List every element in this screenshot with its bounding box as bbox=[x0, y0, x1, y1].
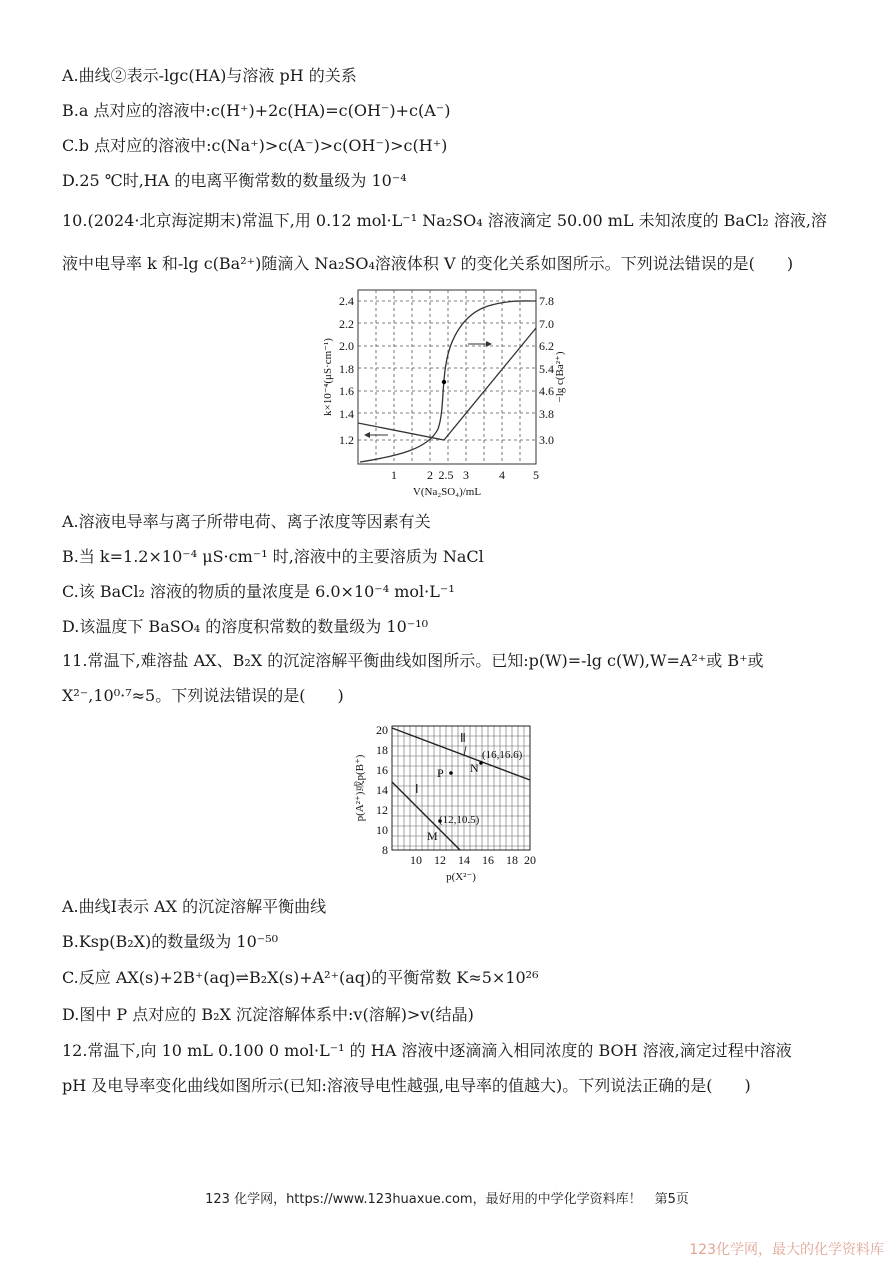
q10-equivalence-point bbox=[442, 380, 446, 384]
q10-right-axis-label: −lg c(Ba²⁺) bbox=[554, 351, 566, 403]
page-footer: 123 化学网，https://www.123huaxue.com，最好用的中学化学资料库！ 第5页 bbox=[205, 1192, 689, 1207]
q11-x-tick: 18 bbox=[506, 853, 518, 867]
q10-stem-line2: 液中电导率 k 和-lg c(Ba²⁺)随滴入 Na₂SO₄溶液体积 V 的变化关系如图所示。下列说法错误的是( ) bbox=[62, 254, 794, 273]
q11-point-label: M bbox=[427, 829, 438, 843]
site-watermark: 123化学网，最大的化学资料库 bbox=[689, 1242, 884, 1258]
q10-left-tick: 2.4 bbox=[339, 294, 354, 308]
q10-x-axis-label: V(Na₂SO₄)/mL bbox=[412, 486, 482, 498]
q10-left-tick: 1.2 bbox=[339, 433, 354, 447]
q10-left-tick: 1.4 bbox=[339, 407, 354, 421]
q11-y-tick: 12 bbox=[376, 803, 388, 817]
q11-stem-line1: 11.常温下,难溶盐 AX、B₂X 的沉淀溶解平衡曲线如图所示。已知:p(W)=-lg c(W),W=A²⁺或 B⁺或 bbox=[62, 651, 764, 670]
q11-point-p bbox=[449, 771, 453, 775]
q9-option-d: D.25 ℃时,HA 的电离平衡常数的数量级为 10⁻⁴ bbox=[62, 171, 407, 190]
q10-right-tick: 3.8 bbox=[539, 407, 554, 421]
q10-right-tick: 6.2 bbox=[539, 339, 554, 353]
q10-plot-frame bbox=[358, 290, 536, 464]
q11-y-tick: 18 bbox=[376, 743, 388, 757]
q10-right-tick: 3.0 bbox=[539, 433, 554, 447]
q10-x-tick: 1 bbox=[391, 468, 397, 482]
q11-y-tick: 20 bbox=[376, 723, 388, 737]
q10-stem-line1: 10.(2024·北京海淀期末)常温下,用 0.12 mol·L⁻¹ Na₂SO₄ 溶液滴定 50.00 mL 未知浓度的 BaCl₂ 溶液,溶 bbox=[62, 211, 827, 230]
q10-right-tick: 7.0 bbox=[539, 317, 554, 331]
q10-option-b: B.当 k=1.2×10⁻⁴ μS·cm⁻¹ 时,溶液中的主要溶质为 NaCl bbox=[62, 547, 484, 566]
q10-conductivity-curve bbox=[358, 328, 536, 440]
q10-right-tick: 5.4 bbox=[539, 362, 554, 376]
q11-y-axis-label: p(A²⁺)或p(B⁺) bbox=[354, 754, 366, 822]
q11-stem-line2: X²⁻,10⁰·⁷≈5。下列说法错误的是( ) bbox=[62, 686, 344, 705]
q11-y-tick: 14 bbox=[376, 783, 388, 797]
q11-option-c: C.反应 AX(s)+2B⁺(aq)⇌B₂X(s)+A²⁺(aq)的平衡常数 K≈5×10²⁶ bbox=[62, 968, 539, 987]
q11-option-b: B.Ksp(B₂X)的数量级为 10⁻⁵⁰ bbox=[62, 932, 279, 951]
q12-stem-line2: pH 及电导率变化曲线如图所示(已知:溶液导电性越强,电导率的值越大)。下列说法正确的是( ) bbox=[62, 1076, 751, 1095]
q10-left-tick: 2.0 bbox=[339, 339, 354, 353]
q11-x-tick: 16 bbox=[482, 853, 494, 867]
q11-x-axis-label: p(X²⁻) bbox=[446, 871, 476, 883]
q9-option-c: C.b 点对应的溶液中:c(Na⁺)>c(A⁻)>c(OH⁻)>c(H⁺) bbox=[62, 136, 448, 155]
q12-stem-line1: 12.常温下,向 10 mL 0.100 0 mol·L⁻¹ 的 HA 溶液中逐滴滴入相同浓度的 BOH 溶液,滴定过程中溶液 bbox=[62, 1041, 792, 1060]
q11-x-tick: 20 bbox=[524, 853, 536, 867]
q10-left-tick: 2.2 bbox=[339, 317, 354, 331]
q10-option-a: A.溶液电导率与离子所带电荷、离子浓度等因素有关 bbox=[62, 512, 431, 531]
q11-option-d: D.图中 P 点对应的 B₂X 沉淀溶解体系中:v(溶解)>v(结晶) bbox=[62, 1005, 474, 1024]
q11-point-label: N bbox=[470, 761, 479, 775]
q10-right-tick: 4.6 bbox=[539, 384, 554, 398]
q10-left-tick: 1.8 bbox=[339, 362, 354, 376]
q10-right-tick: 7.8 bbox=[539, 294, 554, 308]
q11-annotation: (16,16.6) bbox=[482, 749, 523, 761]
q11-x-tick: 14 bbox=[458, 853, 470, 867]
q10-x-tick: 2 bbox=[427, 468, 433, 482]
q10-left-tick: 1.6 bbox=[339, 384, 354, 398]
q11-point-label: P bbox=[437, 766, 444, 780]
q10-x-tick: 2.5 bbox=[438, 468, 454, 482]
q11-annotation: (12,10.5) bbox=[439, 814, 480, 826]
q11-figure bbox=[352, 718, 548, 886]
q11-option-a: A.曲线Ⅰ表示 AX 的沉淀溶解平衡曲线 bbox=[62, 897, 327, 916]
q11-curve-label: Ⅱ bbox=[460, 731, 466, 745]
q11-y-tick: 16 bbox=[376, 763, 388, 777]
q11-y-tick: 10 bbox=[376, 823, 388, 837]
q11-curve-label: Ⅰ bbox=[415, 782, 419, 796]
q10-option-c: C.该 BaCl₂ 溶液的物质的量浓度是 6.0×10⁻⁴ mol·L⁻¹ bbox=[62, 582, 455, 601]
q10-x-tick: 3 bbox=[463, 468, 469, 482]
q10-option-d: D.该温度下 BaSO₄ 的溶度积常数的数量级为 10⁻¹⁰ bbox=[62, 617, 429, 636]
q10-figure bbox=[318, 284, 568, 500]
q11-x-tick: 12 bbox=[434, 853, 446, 867]
q11-y-tick: 8 bbox=[382, 843, 388, 857]
q10-x-tick: 5 bbox=[533, 468, 539, 482]
q9-option-b: B.a 点对应的溶液中:c(H⁺)+2c(HA)=c(OH⁻)+c(A⁻) bbox=[62, 101, 451, 120]
q11-point-n bbox=[479, 761, 483, 765]
q11-x-tick: 10 bbox=[410, 853, 422, 867]
q9-option-a: A.曲线②表示-lgc(HA)与溶液 pH 的关系 bbox=[62, 66, 357, 85]
q10-x-tick: 4 bbox=[499, 468, 505, 482]
q10-left-axis-label: k×10⁻⁴(μS·cm⁻¹) bbox=[322, 338, 334, 416]
